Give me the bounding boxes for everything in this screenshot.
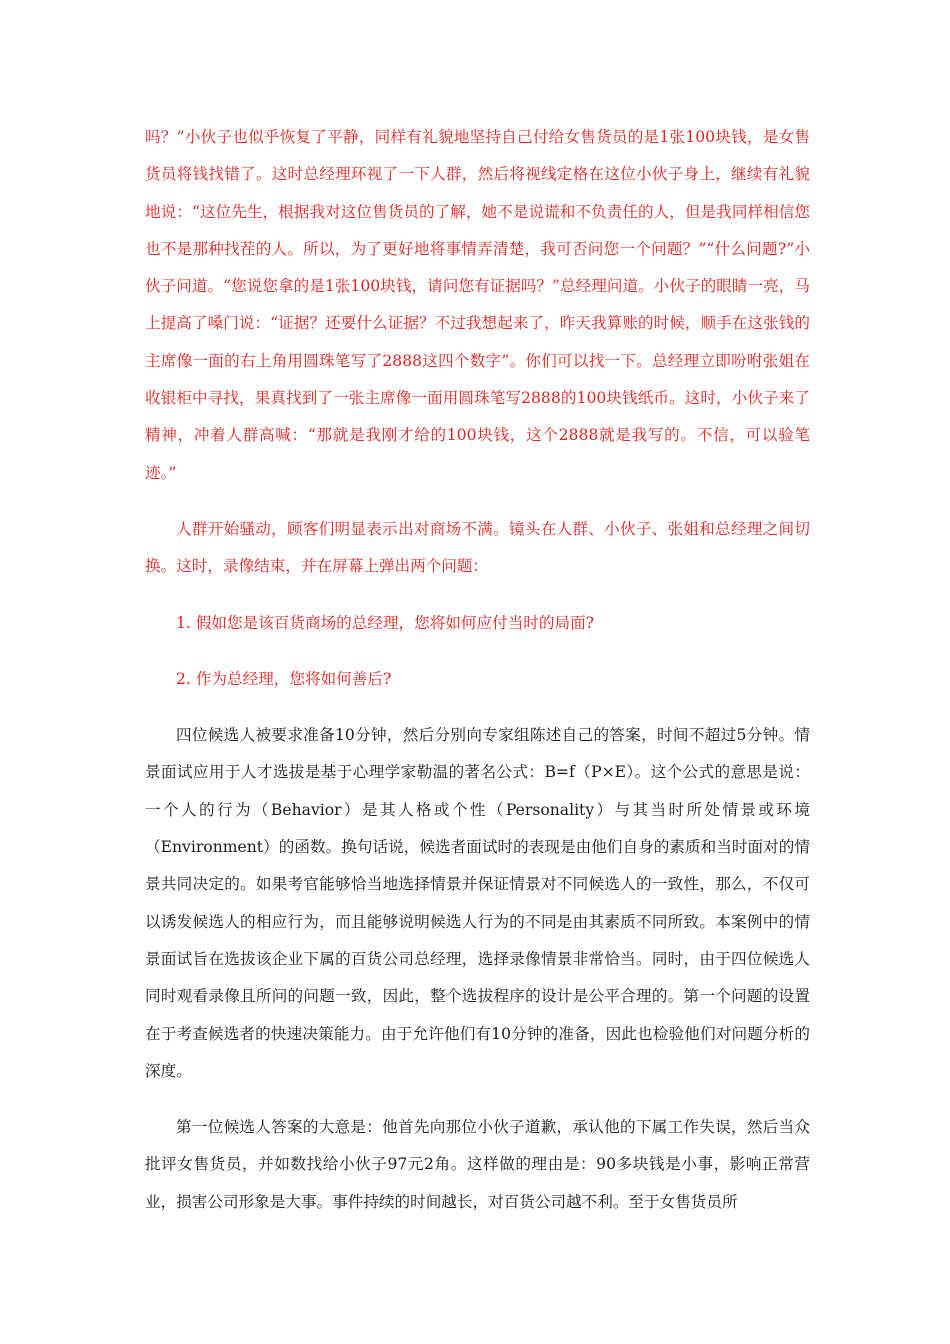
question-1: 1. 假如您是该百货商场的总经理，您将如何应付当时的局面?	[176, 613, 595, 632]
analysis-paragraph: 四位候选人被要求准备10分钟，然后分别向专家组陈述自己的答案，时间不超过5分钟。情景面试应用于人才选拔是基于心理学家勒温的著名公式：B=f（P×E）。这个公式的意思是说：一个人的行为（Behavior）是其人格或个性（Personality）与其当时所处情景或环境（Environment）的函数。换句话说，候选者面试时的表现是由他们自身的素质和当时面对的情景共同决定的。如果考官能够恰当地选择情景并保证情景对不同候选人的一致性，那么，不仅可以诱发候选人的相应行为，而且能够说明候选人行为的不同是由其素质不同所致。本案例中的情景面试旨在选拔该企业下属的百货公司总经理，选择录像情景非常恰当。同时，由于四位候选人同时观看录像且所问的问题一致，因此，整个选拔程序的设计是公平合理的。第一个问题的设置在于考查候选者的快速决策能力。由于允许他们有10分钟的准备，因此也检验他们对问题分析的深度。	[145, 726, 810, 1080]
question-2: 2. 作为总经理，您将如何善后?	[176, 669, 392, 688]
document-body	[145, 119, 810, 1240]
story-paragraph: 吗？”小伙子也似乎恢复了平静，同样有礼貌地坚持自己付给女售货员的是1张100块钱，是女售货员将钱找错了。这时总经理环视了一下人群，然后将视线定格在这位小伙子身上，继续有礼貌地说：“这位先生，根据我对这位售货员的了解，她不是说谎和不负责任的人，但是我同样相信您也不是那种找茬的人。所以，为了更好地将事情弄清楚，我可否问您一个问题？”“什么问题?”小伙子问道。“您说您拿的是1张100块钱，请问您有证据吗？”总经理问道。小伙子的眼睛一亮，马上提高了嗓门说：“证据？还要什么证据？不过我想起来了，昨天我算账的时候，顺手在这张钱的主席像一面的右上角用圆珠笔写了2888这四个数字”。你们可以找一下。总经理立即吩咐张姐在收银柜中寻找，果真找到了一张主席像一面用圆珠笔写2888的100块钱纸币。这时，小伙子来了精神，冲着人群高喊：“那就是我刚才给的100块钱，这个2888就是我写的。不信，可以验笔迹。”	[145, 128, 810, 482]
crowd-reaction-paragraph: 人群开始骚动，顾客们明显表示出对商场不满。镜头在人群、小伙子、张姐和总经理之间切换。这时，录像结束，并在屏幕上弹出两个问题：	[145, 519, 810, 576]
first-candidate-paragraph: 第一位候选人答案的大意是：他首先向那位小伙子道歉，承认他的下属工作失误，然后当众批评女售货员，并如数找给小伙子97元2角。这样做的理由是：90多块钱是小事，影响正常营业，损害公司形象是大事。事件持续的时间越长，对百货公司越不利。至于女售货员所	[145, 1118, 810, 1211]
